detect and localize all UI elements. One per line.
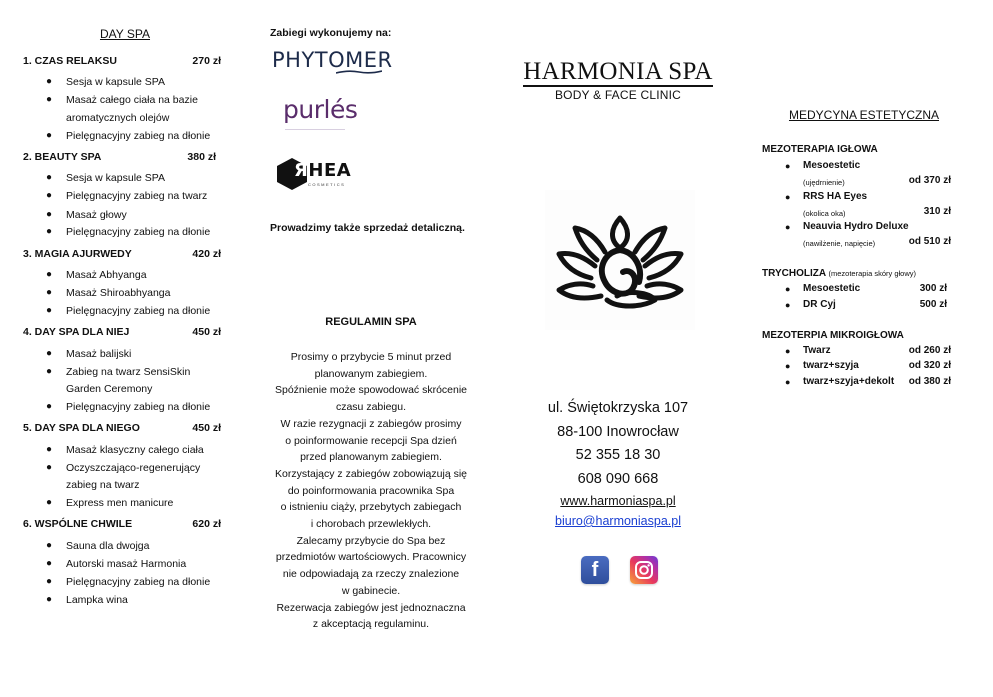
bullet-icon: ● (46, 287, 53, 298)
package-item: Pielęgnacyjny zabieg na twarz (66, 190, 208, 202)
package-name: 3. MAGIA AJURWEDY (23, 248, 132, 260)
package-item: Pielęgnacyjny zabieg na dłonie (66, 576, 211, 588)
regulations-line: Prosimy o przybycie 5 minut przed (290, 351, 452, 363)
package-item-continued: aromatycznych olejów (66, 112, 170, 124)
treatment-price: od 260 zł (908, 345, 951, 356)
website-link-wrap (520, 494, 716, 508)
bullet-icon: ● (785, 161, 791, 171)
package-item: Lampka wina (66, 594, 128, 606)
package-heading (23, 326, 221, 338)
regulations-line: Korzystający z zabiegów zobowiązują się (274, 467, 467, 480)
brand-title: HARMONIA SPA (523, 58, 713, 85)
treatment-price: 500 zł (919, 299, 947, 310)
purles-underline (285, 129, 345, 130)
treatment-price: 300 zł (919, 283, 947, 294)
phone-mobile: 608 090 668 (577, 471, 659, 487)
package-price: 450 zł (192, 326, 221, 338)
bullet-icon: ● (46, 401, 53, 412)
package-item: Autorski masaż Harmonia (66, 558, 187, 570)
regulations-line: o poinformowanie recepcji Spa dzień (285, 434, 457, 447)
bullet-icon: ● (785, 284, 791, 294)
treatment-price: od 380 zł (908, 376, 951, 387)
package-price: 380 zł (187, 151, 216, 163)
package-item: Pielęgnacyjny zabieg na dłonie (66, 226, 211, 238)
regulations-body (262, 349, 480, 633)
package-heading (23, 151, 216, 163)
regulations-title: REGULAMIN SPA (325, 316, 417, 328)
treatment-price: od 320 zł (908, 360, 951, 371)
regulations-line: Spóźnienie może spowodować skrócenie (274, 384, 468, 397)
email-link[interactable]: biuro@harmoniaspa.pl (555, 514, 681, 528)
bullet-icon: ● (46, 226, 53, 237)
treatment-name: twarz+szyja (803, 360, 859, 371)
package-price: 270 zł (192, 55, 221, 67)
package-item: Sesja w kapsule SPA (66, 172, 166, 184)
day-spa-title: DAY SPA (99, 27, 151, 41)
bullet-icon: ● (785, 222, 791, 232)
section-heading: TRYCHOLIZA (mezoterapia skóry głowy) (762, 268, 917, 279)
regulations-line: nie odpowiadają za rzeczy znalezione (282, 568, 460, 581)
rhea-subtitle: COSMETICS (308, 182, 346, 187)
bullet-icon: ● (785, 346, 791, 356)
bullet-icon: ● (46, 172, 53, 183)
bullet-icon: ● (785, 361, 791, 371)
bullet-icon: ● (46, 305, 53, 316)
package-price: 420 zł (192, 248, 221, 260)
treatment-name: RRS HA Eyes (803, 191, 868, 202)
package-name: 5. DAY SPA DLA NIEGO (23, 422, 140, 434)
regulations-line: do poinformowania pracownika Spa (287, 484, 455, 497)
bullet-icon: ● (46, 462, 53, 473)
bullet-icon: ● (46, 558, 53, 569)
treatment-name: Neauvia Hydro Deluxe (803, 221, 909, 232)
rhea-logo: ЯHEA (294, 160, 352, 181)
treatment-name: Twarz (803, 345, 831, 356)
address-city: 88-100 Inowrocław (557, 424, 679, 440)
regulations-line: w gabinecie. (341, 584, 401, 597)
lotus-icon (545, 190, 695, 330)
regulations-line: Zalecamy przybycie do Spa bez (296, 534, 446, 547)
bullet-icon: ● (46, 348, 53, 359)
address-street: ul. Świętokrzyska 107 (547, 400, 689, 416)
package-item-continued: Garden Ceremony (66, 383, 153, 395)
package-item: Pielęgnacyjny zabieg na dłonie (66, 305, 211, 317)
package-heading (23, 248, 221, 260)
package-heading (23, 518, 221, 530)
facebook-icon[interactable]: f (581, 556, 609, 584)
bullet-icon: ● (46, 594, 53, 605)
package-item: Sauna dla dwojga (66, 540, 150, 552)
bullet-icon: ● (46, 366, 53, 377)
regulations-line: czasu zabiegu. (335, 401, 407, 414)
package-item: Sesja w kapsule SPA (66, 76, 166, 88)
package-item: Oczyszczająco-regenerujący (66, 462, 201, 474)
bullet-icon: ● (46, 540, 53, 551)
package-item: Zabieg na twarz SensiSkin (66, 366, 191, 378)
phone-landline: 52 355 18 30 (575, 447, 661, 463)
treatment-name: Mesoestetic (803, 160, 861, 171)
package-item: Express men manicure (66, 497, 174, 509)
regulations-line: z akceptacją regulaminu. (312, 618, 430, 631)
package-item: Masaż klasyczny całego ciała (66, 444, 204, 456)
treatment-price: od 510 zł (908, 236, 951, 247)
bullet-icon: ● (46, 209, 53, 220)
bullet-icon: ● (46, 497, 53, 508)
regulations-line: Rezerwacja zabiegów jest jednoznaczna (276, 601, 466, 614)
package-item: Pielęgnacyjny zabieg na dłonie (66, 130, 211, 142)
treatment-price: od 370 zł (908, 175, 951, 186)
section-heading: MEZOTERAPIA IGŁOWA (762, 144, 878, 155)
package-item: Masaż głowy (66, 209, 127, 221)
package-item: Masaż Shiroabhyanga (66, 287, 171, 299)
package-name: 2. BEAUTY SPA (23, 151, 102, 163)
regulations-line: przed planowanym zabiegiem. (300, 451, 442, 464)
package-heading (23, 55, 221, 67)
bullet-icon: ● (785, 300, 791, 310)
phytomer-logo: PHYTOMER (272, 48, 393, 72)
bullet-icon: ● (46, 444, 53, 455)
regulations-line: o istnieniu ciąży, przebytych zabiegach (280, 501, 462, 514)
treatment-name: twarz+szyja+dekolt (803, 376, 895, 387)
bullet-icon: ● (46, 576, 53, 587)
bullet-icon: ● (46, 269, 53, 280)
treatment-note: (nawilżenie, napięcie) (803, 239, 876, 248)
brands-label: Zabiegi wykonujemy na: (270, 27, 392, 39)
aesthetic-title: MEDYCYNA ESTETYCZNA (788, 108, 940, 122)
treatment-note: (ujędrnienie) (803, 178, 845, 187)
section-note: (mezoterapia skóry głowy) (828, 269, 917, 278)
section-heading: MEZOTERPIA MIKROIGŁOWA (762, 330, 904, 341)
brand-subtitle: BODY & FACE CLINIC (554, 88, 682, 102)
bullet-icon: ● (46, 190, 53, 201)
package-item: Masaż Abhyanga (66, 269, 147, 281)
package-item-continued: zabieg na twarz (66, 479, 140, 491)
package-name: 6. WSPÓLNE CHWILE (23, 518, 133, 530)
lotus-svg (545, 190, 695, 330)
phytomer-wave-icon (336, 69, 382, 75)
regulations-line: planowanym zabiegiem. (314, 367, 428, 380)
treatment-name: Mesoestetic (803, 283, 861, 294)
bullet-icon: ● (46, 76, 53, 87)
bullet-icon: ● (785, 192, 791, 202)
treatment-note: (okolica oka) (803, 209, 846, 218)
retail-note: Prowadzimy także sprzedaż detaliczną. (270, 222, 465, 234)
bullet-icon: ● (46, 130, 53, 141)
instagram-icon[interactable] (630, 556, 658, 584)
package-price: 620 zł (192, 518, 221, 530)
treatment-price: 310 zł (923, 206, 951, 217)
package-price: 450 zł (192, 422, 221, 434)
regulations-line: W razie rezygnacji z zabiegów prosimy (280, 417, 462, 430)
instagram-glyph (634, 560, 654, 580)
regulations-line: przedmiotów wartościowych. Pracownicy (275, 551, 467, 564)
bullet-icon: ● (46, 94, 53, 105)
package-item: Masaż całego ciała na bazie (66, 94, 198, 106)
purles-logo: purlés (283, 95, 358, 124)
bullet-icon: ● (785, 377, 791, 387)
regulations-line: i chorobach przewlekłych. (310, 518, 432, 531)
package-heading (23, 422, 221, 434)
package-item: Pielęgnacyjny zabieg na dłonie (66, 401, 211, 413)
package-name: 4. DAY SPA DLA NIEJ (23, 326, 130, 338)
package-item: Masaż balijski (66, 348, 132, 360)
treatment-name: DR Cyj (803, 299, 836, 310)
email-link-wrap (520, 514, 716, 528)
website-link[interactable]: www.harmoniaspa.pl (560, 494, 676, 508)
package-name: 1. CZAS RELAKSU (23, 55, 117, 67)
